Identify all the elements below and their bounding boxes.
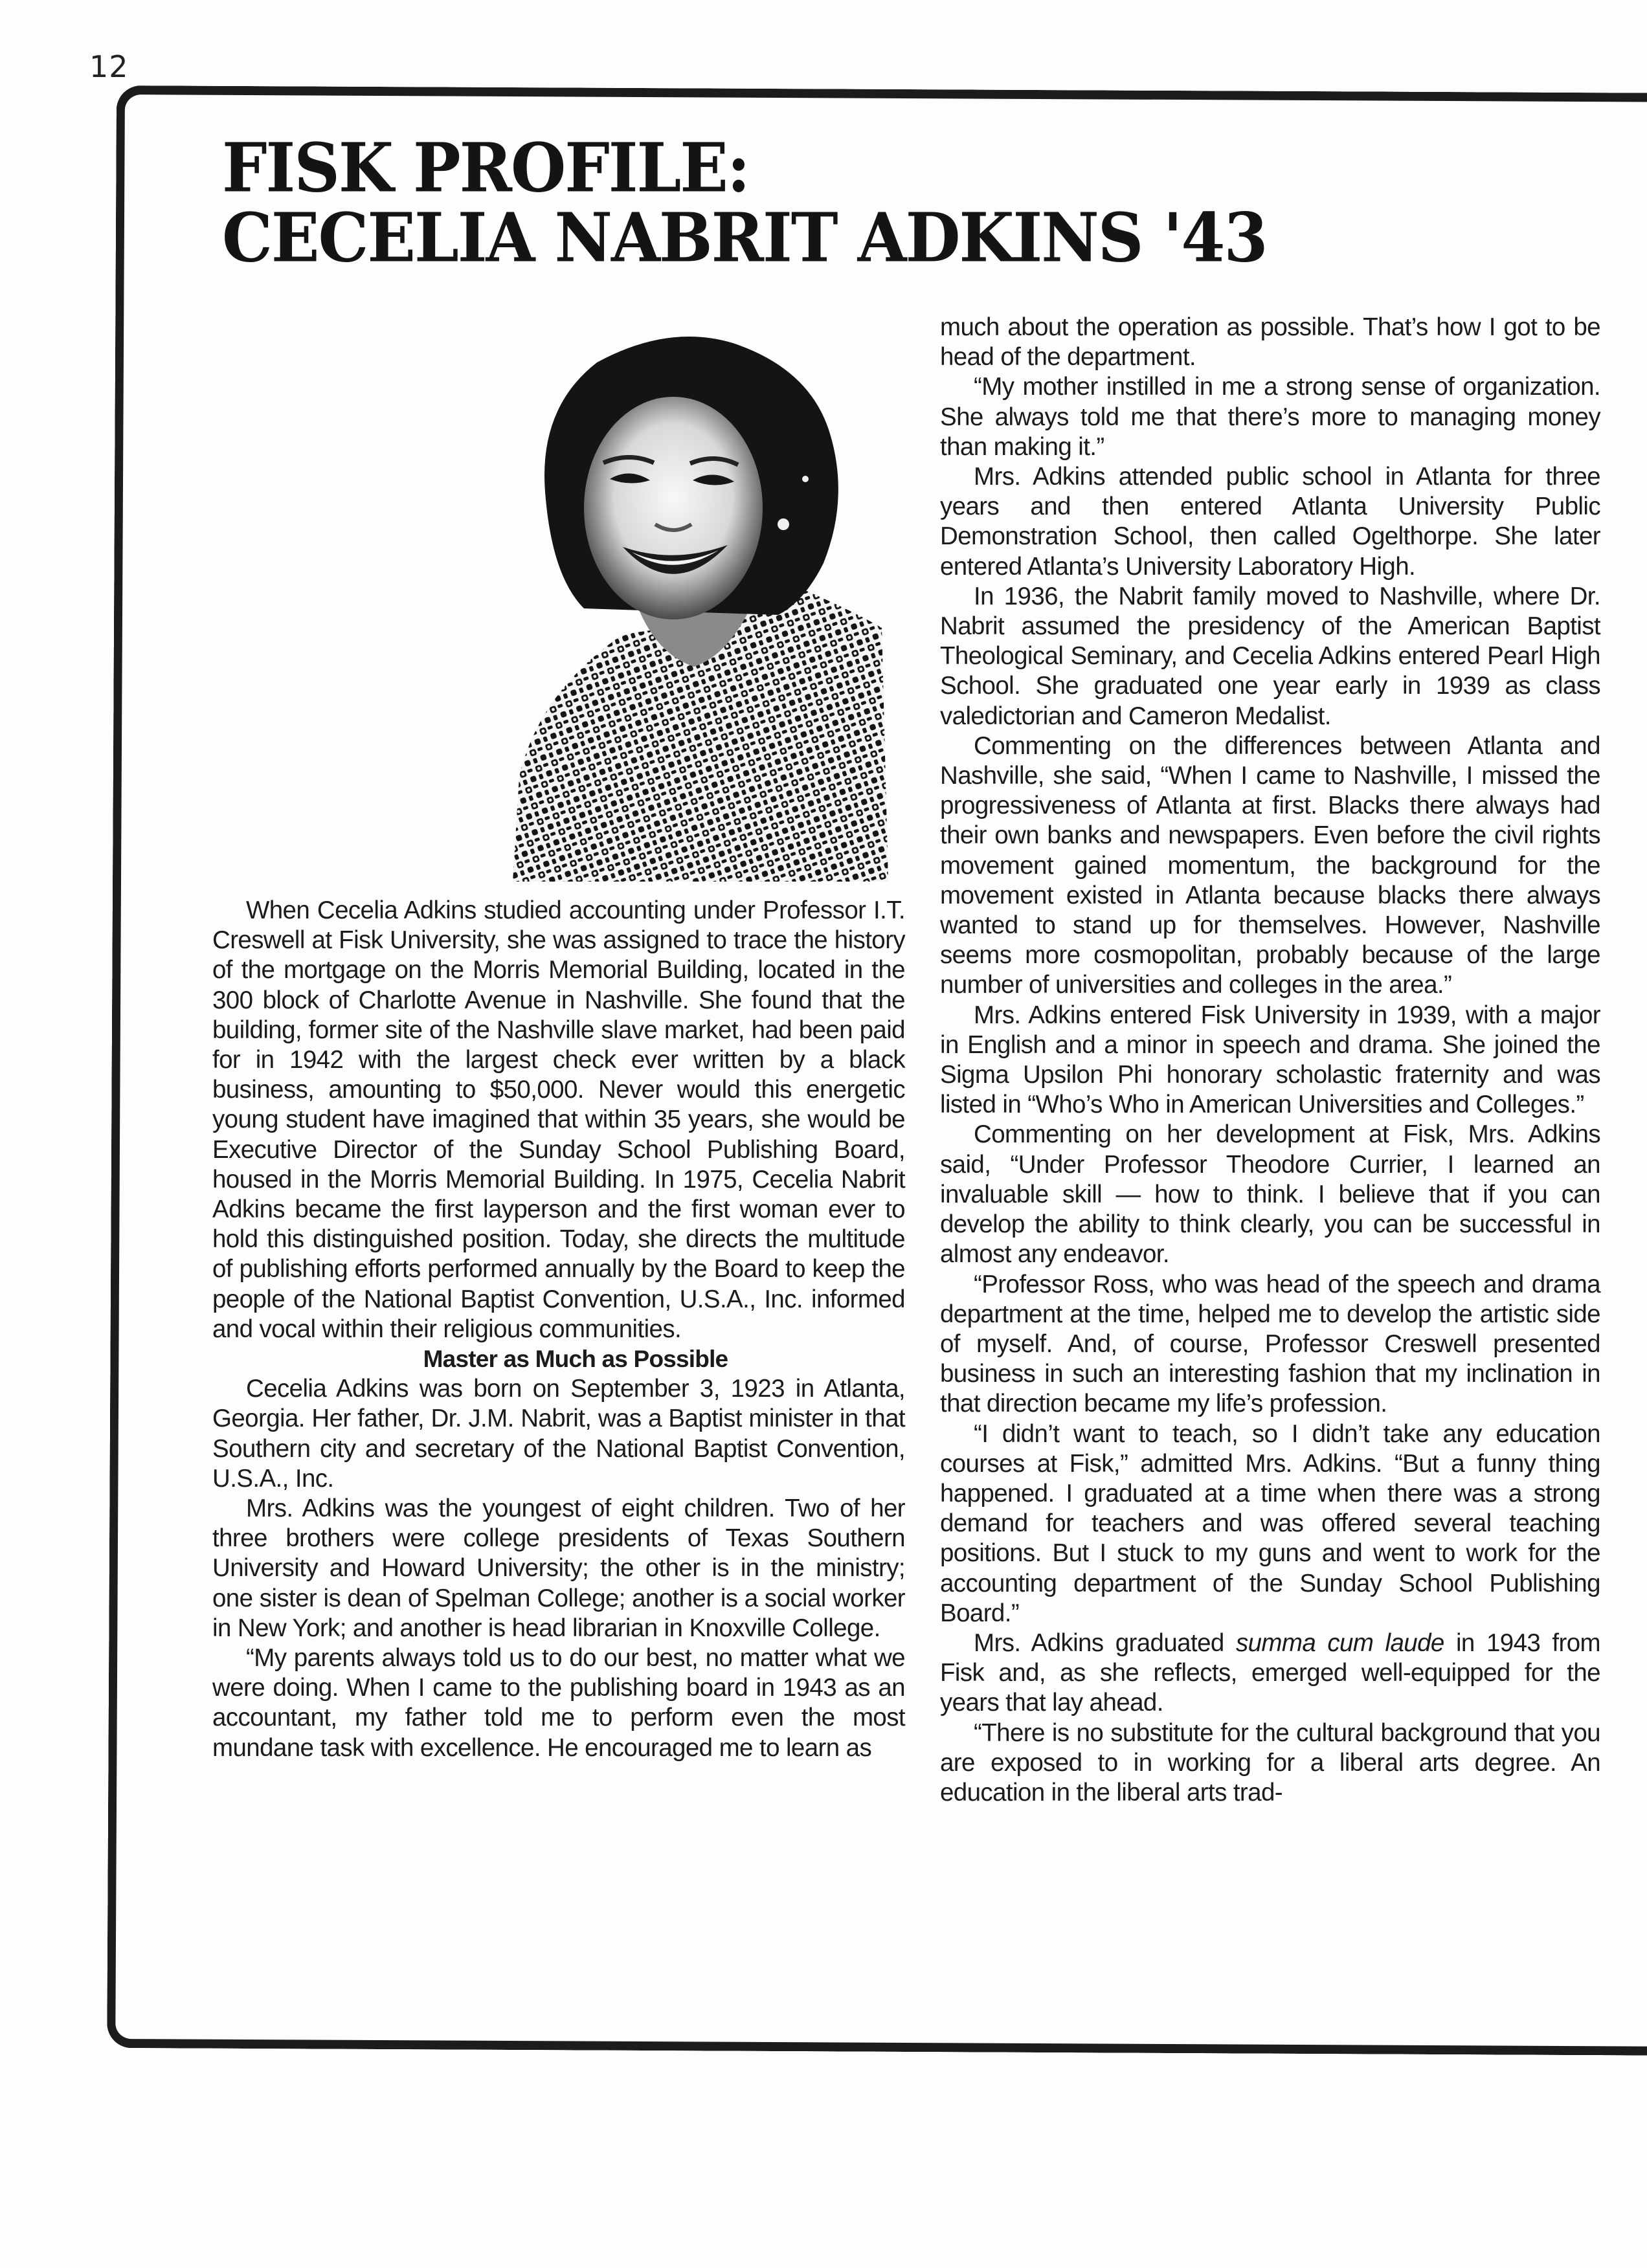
title-line-1: FISK PROFILE: [222,128,749,208]
text-run: in 1943 from Fisk and, as she reflects, emerged well-equipped for the years that lay ahead. [940,1629,1601,1717]
italic-latin-honor: summa cum laude [1235,1629,1444,1657]
paragraph: In 1936, the Nabrit family moved to Nashville, where Dr. Nabrit assumed the presidency of the American Baptist Theological Seminary, and Cecelia Adkins entered Pearl High School. She graduated one year early in 1939 as class valedictorian and Cameron Medalist. [940,582,1600,730]
portrait-earring [778,518,789,530]
paragraph: “There is no substitute for the cultural background that you are exposed to in working for a liberal arts degree. An education in the liberal arts trad- [940,1718,1600,1807]
paragraph: Mrs. Adkins was the youngest of eight children. Two of her three brothers were college presidents of Texas Southern University and Howard University; the other is in the ministry; one sister is dean of Spelman College; another is a social worker in New York; and another is head librarian in Knoxville College. [212,1495,905,1642]
paragraph: “Professor Ross, who was head of the speech and drama department at the time, helped me to develop the artistic side of myself. And, of course, Professor Creswell presented business in such an interesting fashion that my inclination in that direction became my life’s profession. [940,1270,1600,1418]
paragraph: Commenting on her development at Fisk, Mrs. Adkins said, “Under Professor Theodore Currier, I learned an invaluable skill — how to think. I believe that if you can develop the ability to think clearly, you can be successful in almost any endeavor. [940,1120,1600,1269]
title-line-2: CECELIA NABRIT ADKINS '43 [222,198,1267,278]
text-run: Mrs. Adkins graduated [974,1629,1236,1657]
paragraph: “I didn’t want to teach, so I didn’t take any education courses at Fisk,” admitted Mrs. Adkins. “But a funny thing happened. I graduated at a time when there was a strong demand for teachers and was offered several teaching positions. But I stuck to my guns and went to work for the accounting department of the Sunday School Publishing Board.” [940,1419,1600,1627]
paragraph [940,1629,1600,1718]
article-title [222,128,1267,278]
article-column-left [212,896,905,1763]
page-number: 12 [89,49,129,84]
paragraph: Mrs. Adkins entered Fisk University in 1939, with a major in English and a minor in speech and drama. She joined the Sigma Upsilon Phi honorary scholastic fraternity and was listed in “Who’s Who in American Universities and Colleges.” [940,1001,1600,1119]
paragraph: Mrs. Adkins attended public school in Atlanta for three years and then entered Atlanta University Public Demonstration School, then called Ogelthorpe. She later entered Atlanta’s University Laboratory High. [940,463,1600,581]
portrait-face [584,397,763,619]
paragraph-continued: much about the operation as possible. That’s how I got to be head of the department. [940,313,1600,372]
paragraph: Cecelia Adkins was born on September 3, 1923 in Atlanta, Georgia. Her father, Dr. J.M. Nabrit, was a Baptist minister in that Southern city and secretary of the National Baptist Convention, U.S.A., Inc. [212,1375,905,1493]
paragraph: “My mother instilled in me a strong sense of organization. She always told me that there’s more to managing money than making it.” [940,373,1600,461]
section-subheading: Master as Much as Possible [423,1346,728,1373]
paragraph: “My parents always told us to do our best, no matter what we were doing. When I came to the publishing board in 1943 as an accountant, my father told me to perform even the most mundane task with excellence. He encouraged me to learn as [212,1644,905,1762]
portrait-photo [500,330,888,882]
paragraph: When Cecelia Adkins studied accounting under Professor I.T. Creswell at Fisk University, she was assigned to trace the history of the mortgage on the Morris Memorial Building, located in the 300 block of Charlotte Avenue in Nashville. She found that the building, former site of the Nashville slave market, had been paid for in 1942 with the largest check ever written by a black business, amounting to $50,000. Never would this energetic young student have imagined that within 35 years, she would be Executive Director of the Sunday School Publishing Board, housed in the Morris Memorial Building. In 1975, Cecelia Nabrit Adkins became the first layperson and the first woman ever to hold this distinguished position. Today, she directs the multitude of publishing efforts performed annually by the Board to keep the people of the National Baptist Convention, U.S.A., Inc. informed and vocal within their religious communities. [212,896,905,1343]
article-column-right [940,313,1600,1808]
paragraph: Commenting on the differences between Atlanta and Nashville, she said, “When I came to Nashville, I missed the progressiveness of Atlanta at first. Blacks there always had their own banks and newspapers. Even before the civil rights movement gained momentum, the background for the movement existed in Atlanta because blacks there always wanted to stand up for themselves. However, Nashville seems more cosmopolitan, probably because of the large number of universities and colleges in the area.” [940,731,1600,999]
